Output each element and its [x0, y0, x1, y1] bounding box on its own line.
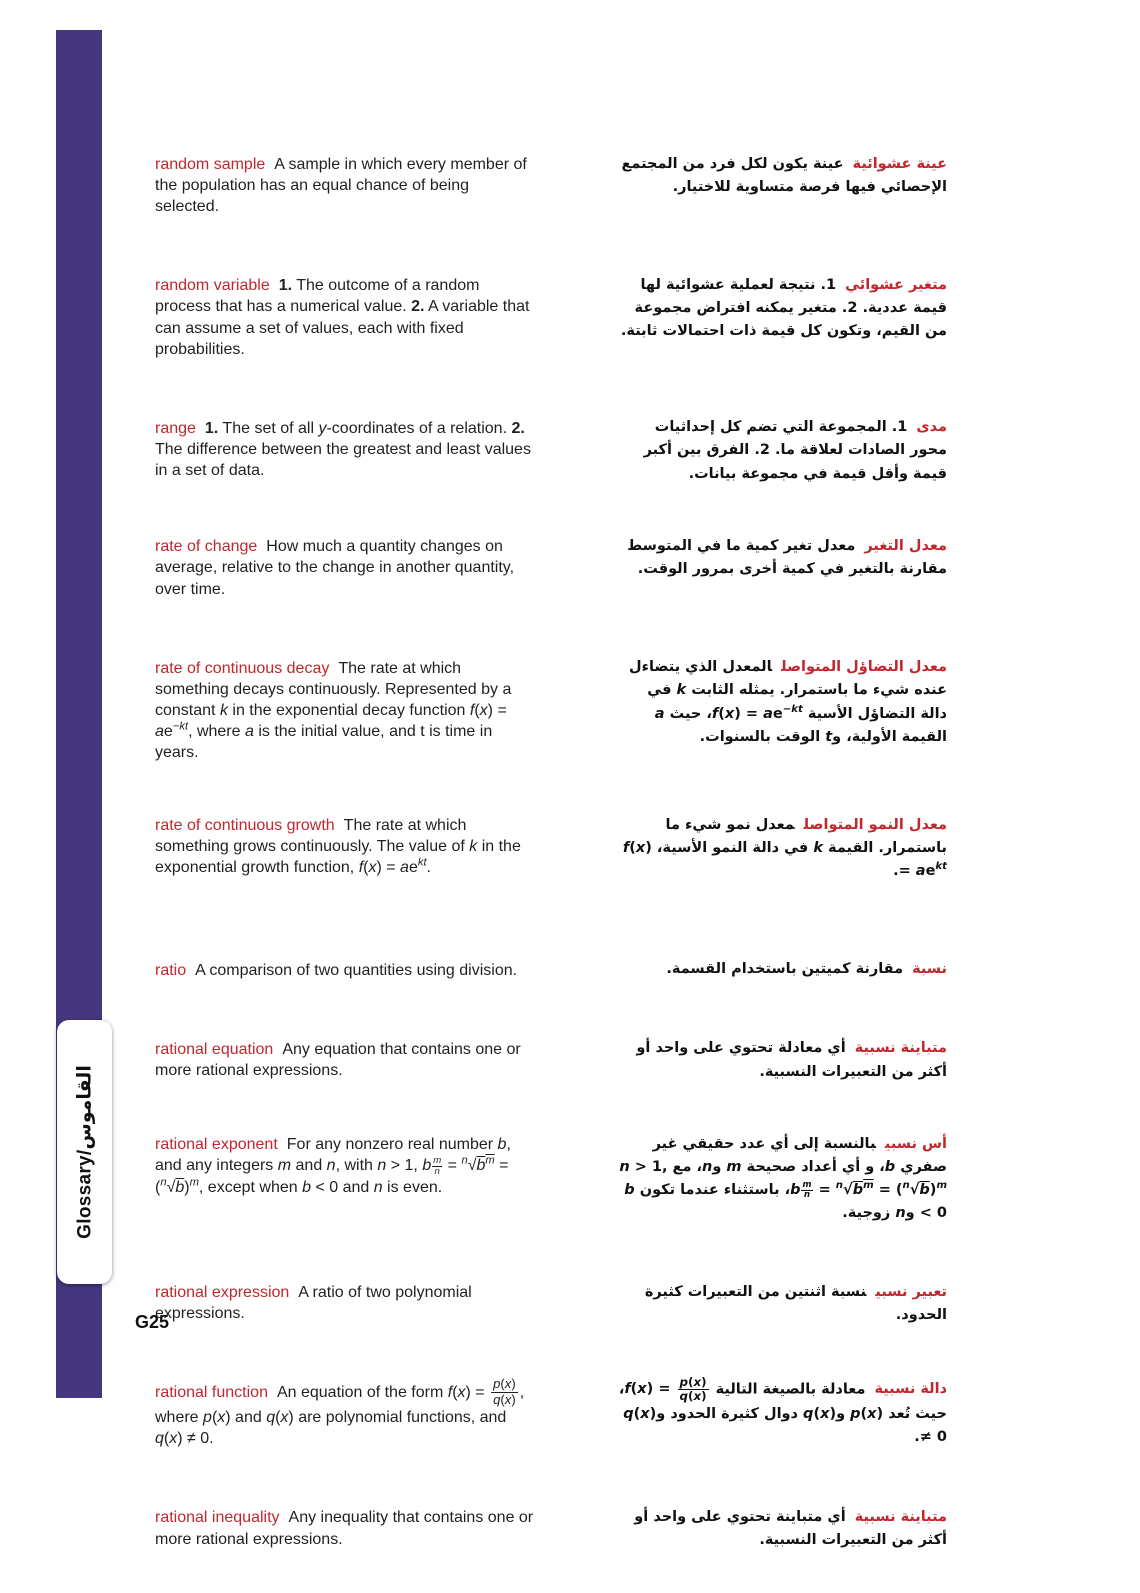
- definition-text-arabic: أي متباينة تحتوي على واحد أو أكثر من التعبيرات النسبية.: [634, 1508, 947, 1549]
- definition-english: [155, 1134, 537, 1224]
- glossary-entry-ratio: [155, 944, 947, 997]
- glossary-entry-rational-equation: [155, 1023, 947, 1098]
- definition-english: [155, 960, 537, 981]
- definition-text-arabic: 1. نتيجة لعملية عشوائية لها قيمة عددية. 2. متغير يمكنه افتراض مجموعة من القيم، وتكون كل قيمة ذات احتمالات ثابتة.: [620, 276, 947, 340]
- term-arabic: تعبير نسبي: [875, 1283, 947, 1300]
- definition-arabic: [617, 1133, 947, 1226]
- term-arabic: أس نسبي: [884, 1135, 947, 1152]
- definition-text-english: How much a quantity changes on average, relative to the change in another quantity, over time.: [155, 538, 515, 598]
- glossary-entry-rate-of-continuous-decay: [155, 642, 947, 780]
- term-arabic: متباينة نسبية: [854, 1508, 947, 1525]
- definition-arabic: [617, 274, 947, 361]
- definition-arabic: [617, 814, 947, 884]
- term-english: rational expression: [155, 1284, 290, 1301]
- definition-english: [155, 275, 537, 359]
- glossary-entry-rate-of-continuous-growth: [155, 799, 947, 898]
- term-arabic: معدل التضاؤل المتواصل: [781, 659, 947, 676]
- term-arabic: مدى: [916, 419, 947, 436]
- definition-english: [155, 1507, 537, 1550]
- definition-text-arabic: معدل نمو شيء ما باستمرار. القيمة k في دالة النمو الأسية، $f(x) = ae^{kt}$.: [622, 816, 947, 880]
- definition-arabic: [617, 1281, 947, 1327]
- term-english: rational inequality: [155, 1509, 280, 1527]
- definition-text-english: The rate at which something decays continuously. Represented by a constant k in the exponential decay function $f(x) = ae^{-kt}$, where a is the initial value, and t is time in years.: [155, 659, 512, 762]
- definition-arabic: [617, 535, 947, 601]
- definition-text-arabic: معدل تغير كمية ما في المتوسط مقارنة بالتغير في كمية أخرى بمرور الوقت.: [627, 537, 947, 578]
- definition-text-english: Any equation that contains one or more rational expressions.: [155, 1040, 521, 1079]
- definition-english: [155, 536, 537, 599]
- glossary-entry-rational-inequality: [155, 1491, 947, 1566]
- term-english: random sample: [155, 156, 266, 173]
- definition-english: [155, 815, 537, 882]
- definition-text-english: 1. The set of all y-coordinates of a relation. 2. The difference between the greatest and least values in a set of data.: [155, 419, 531, 479]
- term-english: rational function: [155, 1383, 268, 1401]
- glossary-entry-random-variable: [155, 259, 947, 375]
- term-english: rate of change: [155, 538, 258, 556]
- definition-arabic: [617, 1376, 947, 1451]
- definition-text-english: A ratio of two polynomial expressions.: [155, 1284, 472, 1323]
- definition-arabic: [617, 416, 947, 486]
- term-english: rational equation: [155, 1040, 274, 1058]
- term-arabic: عينة عشوائية: [852, 155, 947, 172]
- glossary-content: [155, 138, 947, 1593]
- definition-text-english: Any inequality that contains one or more rational expressions.: [155, 1509, 534, 1548]
- definition-text-english: For any nonzero real number b, and any integers m and n, with n > 1, b $\frac{m}{n}$ = $^n√b^m = (^n√b)^m$, except when b < 0 and n is even.: [155, 1136, 511, 1197]
- definition-arabic: [617, 153, 947, 219]
- definition-text-arabic: مقارنة كميتين باستخدام القسمة.: [666, 961, 904, 978]
- term-english: rate of continuous growth: [155, 817, 335, 835]
- glossary-entry-random-sample: [155, 138, 947, 233]
- definition-english: [155, 1377, 537, 1449]
- definition-text-english: An equation of the form f(x) = $\frac{p(x)}{q(x)}$ , where p(x) and q(x) are polynomial functions, and q(x) ≠ 0.: [155, 1376, 525, 1448]
- glossary-entry-rate-of-change: [155, 520, 947, 615]
- definition-text-english: A comparison of two quantities using division.: [195, 961, 518, 979]
- glossary-tab-label: Glossary/القاموس: [74, 1065, 95, 1239]
- definition-english: [155, 1039, 537, 1082]
- term-english: rate of continuous decay: [155, 659, 330, 677]
- definition-text-arabic: المعدل الذي يتضاءل عنده شيء ما باستمرار. يمثله الثابت k في دالة التضاؤل الأسية $f(x) = ae^{-kt}،$ حيث a القيمة الأولية، وt الوقت بالسنوات.: [629, 659, 947, 745]
- definition-arabic: [617, 958, 947, 982]
- definition-text-arabic: نسبة اثنتين من التعبيرات كثيرة الحدود.: [644, 1283, 947, 1323]
- definition-english: [155, 418, 537, 485]
- definition-text-arabic: بالنسبة إلى أي عدد حقيقي غير صفري b، و أي أعداد صحيحة m وn، مع n > 1, b $\frac{m}{n}$ = $^n√b^m$ = $(^n√b)^m،$ باستثناء عندما تكون b < 0 وn زوجية.: [619, 1135, 947, 1222]
- term-arabic: متباينة نسبية: [854, 1040, 947, 1057]
- glossary-tab: [57, 1020, 112, 1284]
- glossary-entry-rational-exponent: [155, 1118, 947, 1240]
- term-arabic: دالة نسبية: [874, 1381, 947, 1398]
- term-arabic: معدل النمو المتواصل: [803, 816, 947, 833]
- definition-text-arabic: أي معادلة تحتوي على واحد أو أكثر من التعبيرات النسبية.: [636, 1040, 947, 1080]
- definition-english: [155, 154, 537, 217]
- definition-arabic: [617, 656, 947, 765]
- glossary-entry-range: [155, 402, 947, 501]
- term-arabic: نسبة: [912, 961, 947, 978]
- term-arabic: متغير عشوائي: [845, 276, 947, 293]
- page-number: G25: [135, 1312, 170, 1332]
- term-english: ratio: [155, 961, 187, 979]
- definition-text-english: The rate at which something grows continuously. The value of k in the exponential growth function, $f(x) = ae^{kt}$.: [155, 817, 521, 877]
- definition-english: [155, 1282, 537, 1325]
- definition-text-english: 1. The outcome of a random process that has a numerical value. 2. A variable that can assume a set of values, each with fixed probabilities.: [155, 277, 530, 358]
- term-english: range: [155, 419, 196, 437]
- glossary-entry-rational-function: [155, 1361, 947, 1465]
- term-arabic: معدل التغير: [864, 537, 947, 554]
- definition-arabic: [617, 1037, 947, 1083]
- definition-text-arabic: عينة يكون لكل فرد من المجتمع الإحصائي فيها فرصة متساوية للاختيار.: [621, 155, 947, 195]
- glossary-entry-rational-expression: [155, 1266, 947, 1341]
- definition-english: [155, 658, 537, 764]
- definition-arabic: [617, 1506, 947, 1552]
- definition-text-arabic: 1. المجموعة التي تضم كل إحداثيات محور الصادات لعلاقة ما. 2. الفرق بين أكبر قيمة وأقل قيمة في مجموعة بيانات.: [643, 419, 947, 482]
- term-english: random variable: [155, 277, 270, 295]
- definition-text-arabic: معادلة بالصيغة التالية f(x) = $\frac{p(x)}{q(x)}$ ، حيث تُعد p(x) وq(x) دوال كثيرة الحدود وq(x) ≠ 0.: [618, 1374, 947, 1446]
- definition-text-english: A sample in which every member of the population has an equal chance of being selected.: [155, 156, 527, 216]
- term-english: rational exponent: [155, 1136, 278, 1154]
